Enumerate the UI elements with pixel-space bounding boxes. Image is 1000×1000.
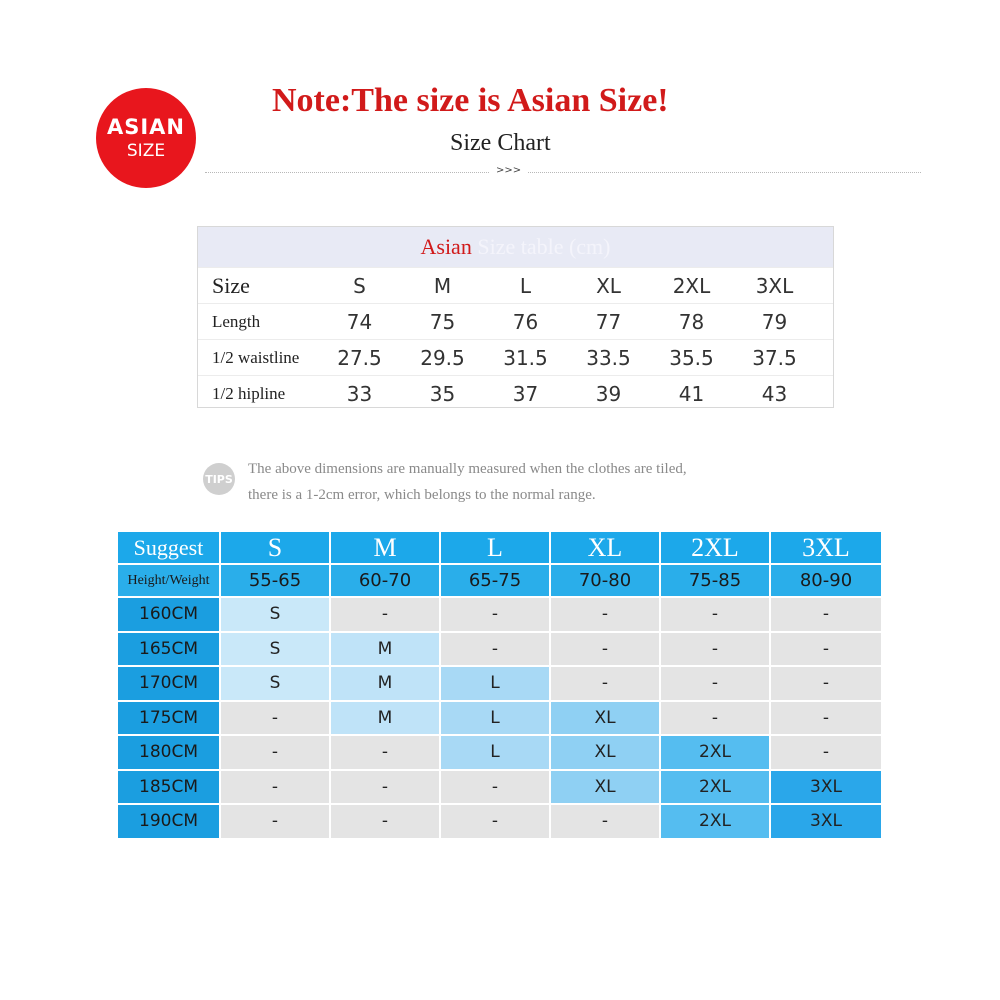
row-label: 1/2 hipline [212,383,286,403]
suggest-size-header-row [118,532,881,565]
suggest-cell: - [331,805,441,840]
row-label: Length [212,311,261,331]
table-cell: 37.5 [752,345,797,370]
suggest-cell: XL [551,771,661,806]
suggest-table-row [118,736,881,771]
table-cell: 74 [346,309,373,334]
suggest-cell: - [771,736,881,771]
height-weight-label: Height/Weight [118,565,221,598]
height-label: 170CM [118,667,221,702]
weight-range: 70-80 [551,565,661,598]
suggest-cell: M [331,667,441,702]
suggest-cell: - [661,633,771,668]
suggest-cell: S [221,667,331,702]
suggest-size-header: 2XL [661,532,771,565]
badge-line-2: SIZE [126,141,166,161]
suggest-cell: S [221,633,331,668]
size-header-cell: M [433,273,452,298]
size-header-cell: 2XL [672,273,711,298]
size-header-cell: 3XL [755,273,794,298]
weight-range: 80-90 [771,565,881,598]
suggest-cell: - [551,805,661,840]
suggest-cell: - [441,598,551,633]
size-header-cell: L [519,273,532,298]
divider-arrow-mark: >>> [490,165,527,176]
tips-icon: TIPS [203,463,235,495]
suggest-cell: - [221,702,331,737]
suggest-size-grid [118,532,881,840]
size-table-row-waistline [198,339,833,375]
suggest-cell: - [441,805,551,840]
suggest-size-header: S [221,532,331,565]
suggest-weight-row [118,565,881,598]
suggest-cell: S [221,598,331,633]
size-header-cell: S [353,273,366,298]
table-cell: 33.5 [586,345,631,370]
suggest-cell: 2XL [661,736,771,771]
height-label: 160CM [118,598,221,633]
table-cell: 27.5 [337,345,382,370]
table-cell: 33 [346,381,373,406]
suggest-cell: 2XL [661,805,771,840]
table-cell: 75 [429,309,456,334]
table-cell: 37 [512,381,539,406]
table-cell: 35.5 [669,345,714,370]
table-cell: 43 [761,381,788,406]
suggest-size-header: 3XL [771,532,881,565]
weight-range: 65-75 [441,565,551,598]
size-table-heading-faint: Size table (cm) [471,234,611,259]
weight-range: 55-65 [221,565,331,598]
suggest-cell: L [441,702,551,737]
suggest-table-row [118,667,881,702]
suggest-cell: M [331,702,441,737]
table-cell: 77 [595,309,622,334]
height-label: 175CM [118,702,221,737]
size-table-row-length [198,303,833,339]
weight-range: 60-70 [331,565,441,598]
asian-size-note: Note:The size is Asian Size! [272,82,669,119]
suggest-cell: - [771,633,881,668]
suggest-cell: - [441,633,551,668]
suggest-cell: - [551,633,661,668]
size-table-heading [198,227,833,267]
table-cell: 78 [678,309,705,334]
table-cell: 79 [761,309,788,334]
suggest-corner-label: Suggest [118,532,221,565]
table-cell: 31.5 [503,345,548,370]
size-table-row-hipline [198,375,833,411]
tips-line-1: The above dimensions are manually measured when the clothes are tiled, [248,461,687,477]
height-label: 165CM [118,633,221,668]
asian-size-badge [96,88,196,188]
suggest-cell: - [551,667,661,702]
size-table-header-row [198,267,833,303]
tips-line-2: there is a 1-2cm error, which belongs to the normal range. [248,487,596,503]
size-header-label: Size [212,272,250,298]
suggest-table-row [118,598,881,633]
size-header-cell: XL [596,273,621,298]
height-label: 185CM [118,771,221,806]
table-cell: 29.5 [420,345,465,370]
size-table-heading-red: Asian [420,234,472,259]
suggest-size-header: L [441,532,551,565]
height-label: 190CM [118,805,221,840]
suggest-cell: - [221,771,331,806]
suggest-cell: - [551,598,661,633]
weight-range: 75-85 [661,565,771,598]
suggest-table-row [118,805,881,840]
suggest-cell: - [661,667,771,702]
suggest-cell: 3XL [771,771,881,806]
table-cell: 41 [678,381,705,406]
row-label: 1/2 waistline [212,347,300,367]
table-cell: 39 [595,381,622,406]
suggest-cell: XL [551,702,661,737]
suggest-cell: L [441,736,551,771]
suggest-size-header: M [331,532,441,565]
suggest-cell: - [771,598,881,633]
suggest-cell: M [331,633,441,668]
suggest-cell: - [771,667,881,702]
table-cell: 35 [429,381,456,406]
table-cell: 76 [512,309,539,334]
suggest-table-row [118,771,881,806]
suggest-table-row [118,633,881,668]
badge-line-1: ASIAN [106,115,186,139]
suggest-cell: - [331,771,441,806]
tips-text [248,456,687,508]
height-label: 180CM [118,736,221,771]
size-chart-title: Size Chart [450,130,551,156]
suggest-cell: - [331,598,441,633]
asian-size-table [197,226,834,408]
suggest-cell: 3XL [771,805,881,840]
suggest-cell: L [441,667,551,702]
suggest-cell: - [331,736,441,771]
suggest-cell: - [221,805,331,840]
suggest-cell: XL [551,736,661,771]
dotted-divider [205,172,921,173]
suggest-cell: - [221,736,331,771]
suggest-size-header: XL [551,532,661,565]
suggest-cell: - [771,702,881,737]
suggest-cell: - [441,771,551,806]
suggest-cell: - [661,702,771,737]
suggest-table-row [118,702,881,737]
suggest-cell: - [661,598,771,633]
suggest-cell: 2XL [661,771,771,806]
